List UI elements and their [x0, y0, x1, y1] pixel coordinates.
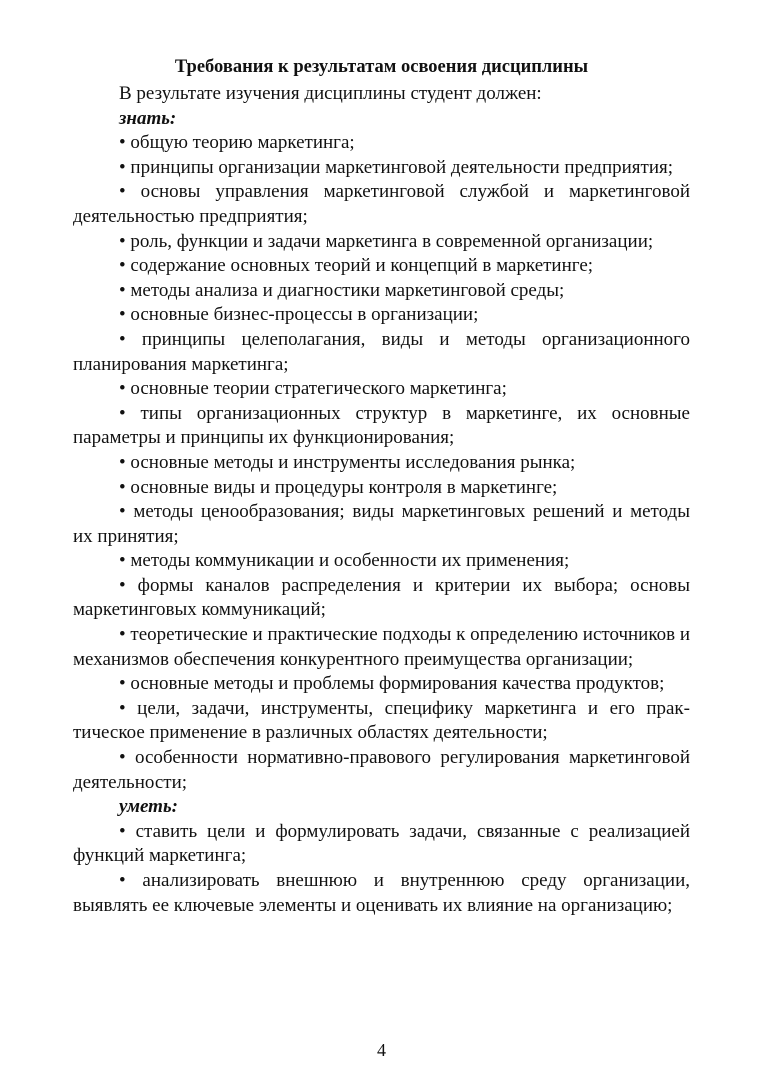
section-title: Требования к результатам освоения дисциплины	[174, 57, 589, 77]
list-item: • особенности нормативно-правового регулирования маркетинговой деятельности;	[73, 747, 690, 793]
can-list	[73, 820, 690, 918]
page-number: 4	[377, 1040, 386, 1060]
list-item: • принципы целеполагания, виды и методы организационного планирования маркетинга;	[73, 328, 690, 375]
list-item: • общую теорию маркетинга;	[119, 132, 355, 154]
list-item: • основные бизнес-процессы в организации;	[119, 304, 479, 326]
list-item: • методы ценообразования; виды маркетинговых решений и методы их принятия;	[73, 501, 690, 547]
list-item: • типы организационных структур в маркетинге, их основные параметры и принципы их функционирования;	[73, 402, 690, 449]
list-item: • анализировать внешнюю и внутреннюю среду организации, выявлять ее ключевые элементы и оценивать их влияние на организацию;	[73, 870, 690, 916]
list-item: • основные виды и процедуры контроля в маркетинге;	[119, 476, 558, 498]
list-item: • основные методы и инструменты исследования рынка;	[119, 451, 576, 473]
document-page	[73, 55, 690, 918]
list-item: • принципы организации маркетинговой деятельности предприятия;	[119, 156, 674, 178]
list-item: • ставить цели и формулировать задачи, связанные с реализацией функций маркетинга;	[73, 820, 690, 867]
know-label: знать:	[119, 107, 177, 129]
list-item: • основные теории стратегического маркетинга;	[119, 378, 507, 400]
list-item: • методы анализа и диагностики маркетинговой среды;	[119, 279, 565, 301]
know-list	[73, 131, 690, 795]
list-item: • цели, задачи, инструменты, специфику маркетинга и его практическое применение в различных областях деятельности;	[73, 697, 690, 744]
list-item: • содержание основных теорий и концепций в маркетинге;	[119, 255, 594, 277]
list-item: • теоретические и практические подходы к определению источников и механизмов обеспечения конкурентного преимущества организации;	[73, 624, 691, 670]
can-label: уметь:	[119, 796, 178, 818]
list-item: • основные методы и проблемы формирования качества продуктов;	[119, 673, 665, 695]
list-item: • формы каналов распределения и критерии их выбора; основы маркетинговых коммуникаций;	[73, 574, 690, 621]
intro-paragraph: В результате изучения дисциплины студент должен:	[119, 83, 542, 104]
list-item: • роль, функции и задачи маркетинга в современной организации;	[119, 230, 654, 252]
list-item: • методы коммуникации и особенности их применения;	[119, 550, 570, 572]
list-item: • основы управления маркетинговой службой и маркетинговой деятельностью предприятия;	[73, 181, 690, 227]
